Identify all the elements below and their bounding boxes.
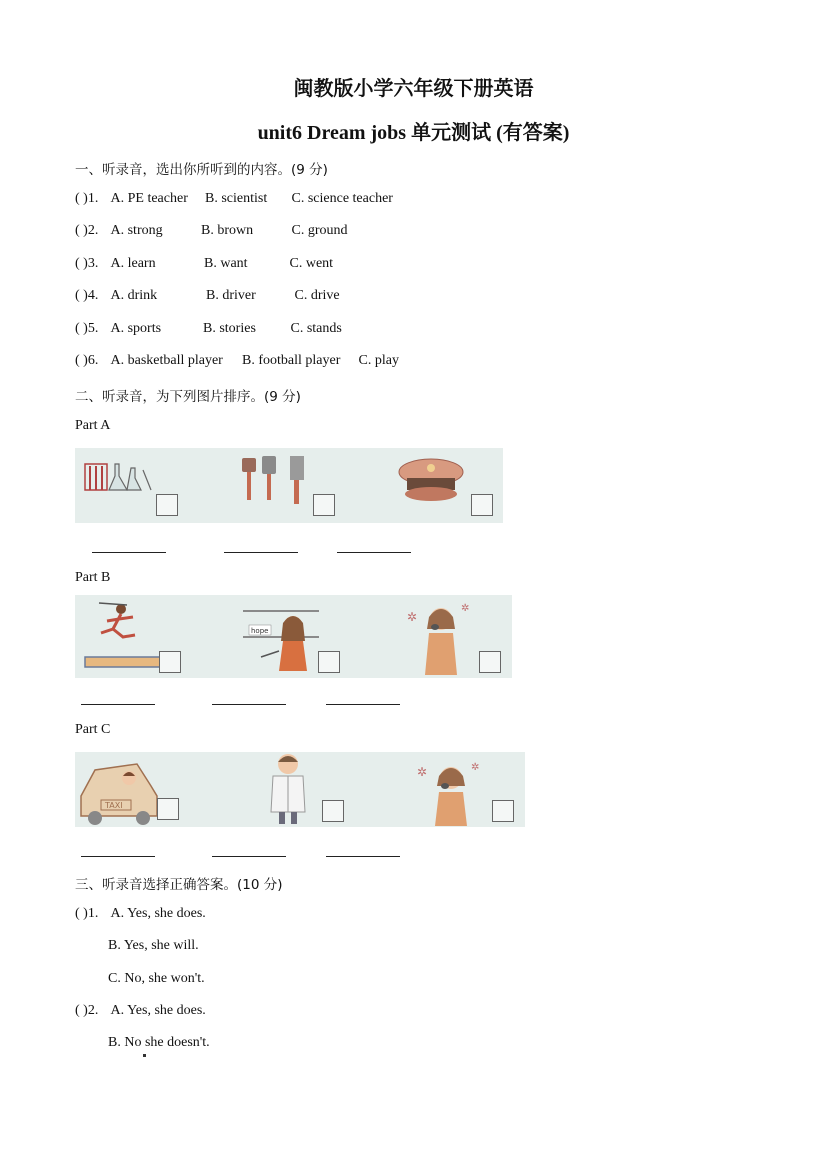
answer-blank[interactable]: [81, 704, 155, 705]
answer-box[interactable]: [159, 651, 181, 673]
answer-box[interactable]: [318, 651, 340, 673]
svg-text:✲: ✲: [407, 610, 418, 624]
stray-mark: [143, 1054, 146, 1057]
part-a-label: Part A: [75, 418, 111, 433]
section1-heading: 一、听录音，选出你所听到的内容。(9 分): [75, 162, 328, 178]
option-line: C. No, she won't.: [108, 971, 205, 986]
part-b-picture-strip: [75, 595, 512, 678]
answer-blank[interactable]: [337, 552, 411, 553]
lab-equipment-icon: [83, 462, 155, 494]
answer-blank[interactable]: [224, 552, 298, 553]
taxi-driver-icon: [77, 756, 159, 826]
svg-text:✲: ✲: [461, 603, 470, 614]
answer-box[interactable]: [471, 494, 493, 516]
part-c-label: Part C: [75, 722, 111, 737]
teacher-at-board-icon: [243, 607, 321, 673]
answer-box[interactable]: [479, 651, 501, 673]
svg-text:✲: ✲: [471, 762, 480, 773]
svg-text:✲: ✲: [417, 765, 428, 779]
police-hat-icon: [397, 456, 465, 504]
option-line: B. Yes, she will.: [108, 938, 199, 953]
taxi-text: TAXI: [105, 801, 123, 810]
cooking-utensils-icon: [240, 454, 312, 510]
singer-icon: [405, 599, 481, 675]
part-c-picture-strip: [75, 752, 525, 827]
question-row: ( )6. A. basketball player B. football player C. play: [75, 353, 399, 368]
part-b-label: Part B: [75, 570, 111, 585]
answer-blank[interactable]: [212, 704, 286, 705]
question-row: ( )1. A. PE teacher B. scientist C. science teacher: [75, 191, 393, 206]
page-title: 闽教版小学六年级下册英语: [293, 78, 534, 100]
board-text: hope: [251, 627, 269, 635]
question-row: ( )3. A. learn B. want C. went: [75, 256, 334, 271]
option-line: B. No she doesn't.: [108, 1035, 210, 1050]
question-row: ( )4. A. drink B. driver C. drive: [75, 288, 340, 303]
answer-box[interactable]: [322, 800, 344, 822]
running-athlete-icon: [83, 599, 163, 671]
answer-blank[interactable]: [326, 704, 400, 705]
answer-box[interactable]: [157, 798, 179, 820]
section3-heading: 三、听录音选择正确答案。(10 分): [75, 877, 283, 893]
section2-heading: 二、听录音，为下列图片排序。(9 分): [75, 389, 301, 405]
question-row: ( )2. A. strong B. brown C. ground: [75, 223, 348, 238]
question-row: ( )5. A. sports B. stories C. stands: [75, 321, 342, 336]
answer-blank[interactable]: [92, 552, 166, 553]
answer-box[interactable]: [492, 800, 514, 822]
answer-box[interactable]: [313, 494, 335, 516]
doctor-icon: [265, 752, 311, 826]
question-row: ( )1. A. Yes, she does.: [75, 906, 206, 921]
answer-blank[interactable]: [326, 856, 400, 857]
answer-box[interactable]: [156, 494, 178, 516]
part-a-picture-strip: [75, 448, 503, 523]
page-subtitle: unit6 Dream jobs 单元测试 (有答案): [257, 122, 570, 144]
answer-blank[interactable]: [212, 856, 286, 857]
answer-blank[interactable]: [81, 856, 155, 857]
question-row: ( )2. A. Yes, she does.: [75, 1003, 206, 1018]
singer-icon: [415, 756, 491, 826]
